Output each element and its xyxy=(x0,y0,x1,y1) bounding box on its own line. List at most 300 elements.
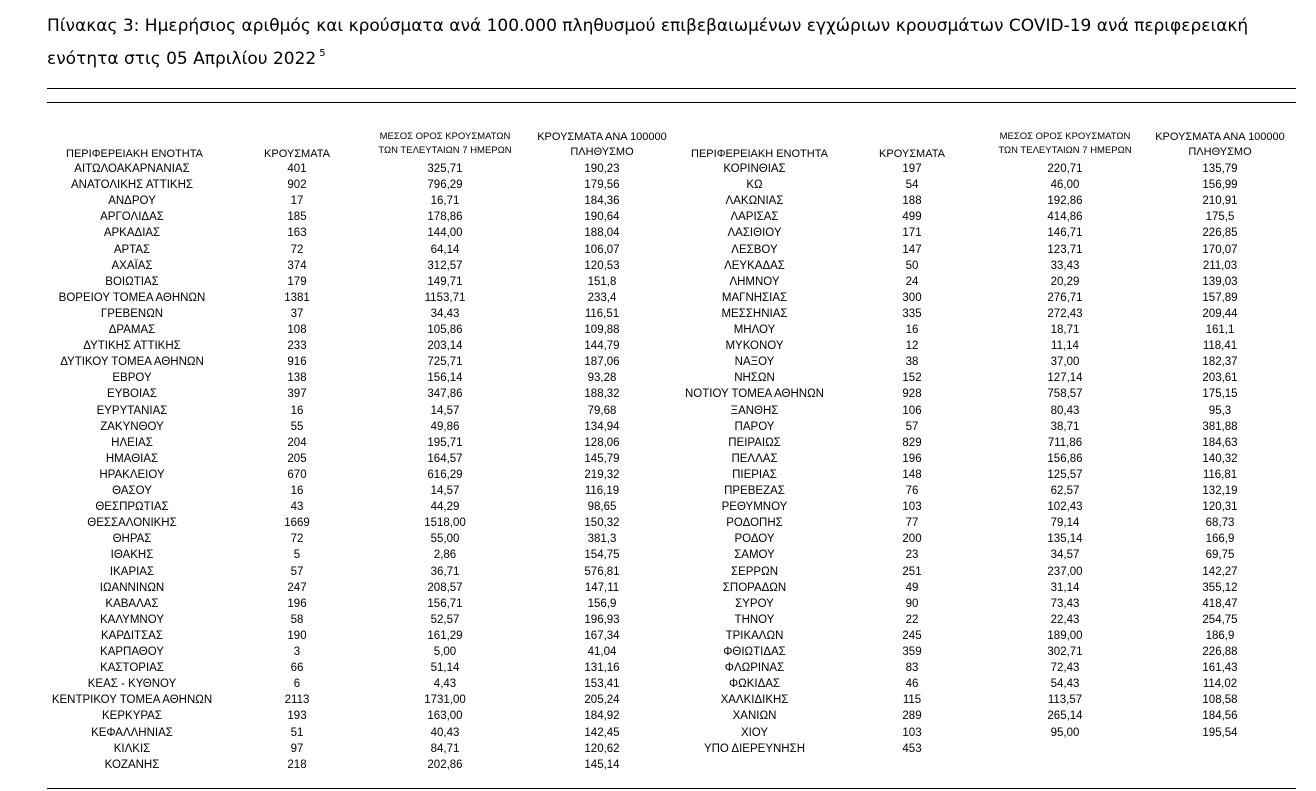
cell-per100k: 190,23 xyxy=(584,163,620,175)
cell-cases: 185 xyxy=(287,211,307,224)
cell-avg: 1153,71 xyxy=(424,291,466,304)
cell-cases: 58 xyxy=(290,613,304,626)
cell-per100k: 108,58 xyxy=(1202,694,1238,707)
cell-avg: 189,00 xyxy=(1047,629,1083,642)
cell-cases: 2113 xyxy=(284,694,310,707)
header-per100k-line1: ΚΡΟΥΣΜΑΤΑ ΑΝΑ 100000 xyxy=(1155,131,1285,143)
table-row xyxy=(47,708,667,724)
table-row xyxy=(47,209,667,225)
cell-region: ΘΕΣΣΑΛΟΝΙΚΗΣ xyxy=(87,517,177,530)
cell-per100k: 153,41 xyxy=(584,678,620,691)
cell-per100k: 184,63 xyxy=(1202,436,1238,449)
cell-cases: 193 xyxy=(287,710,307,723)
cell-region: ΒΟΙΩΤΙΑΣ xyxy=(105,275,159,288)
cell-cases: 204 xyxy=(287,436,307,449)
cell-region: ΘΕΣΠΡΩΤΙΑΣ xyxy=(95,501,169,514)
cell-cases: 335 xyxy=(902,307,922,320)
cell-per100k: 144,79 xyxy=(584,340,620,353)
cell-per100k: 95,3 xyxy=(1208,404,1232,417)
table-row xyxy=(677,628,1296,644)
cell-avg: 208,57 xyxy=(427,581,463,594)
table-row xyxy=(677,386,1296,402)
cell-region: ΔΡΑΜΑΣ xyxy=(108,324,156,336)
cell-region: ΗΜΑΘΙΑΣ xyxy=(105,452,159,465)
title-text: Πίνακας 3: Ημερήσιος αριθμός και κρούσματα ανά 100.000 πληθυσμού επιβεβαιωμένων εγχώριων κρουσμάτων COVID-19 ανά περιφερειακή ενότητα στις 05 Απριλίου 2022 xyxy=(47,16,1249,69)
cell-per100k: 170,07 xyxy=(1202,243,1238,256)
table-row xyxy=(47,547,667,563)
cell-avg: 38,71 xyxy=(1050,420,1080,433)
cell-per100k: 186,9 xyxy=(1205,629,1235,642)
cell-region: ΚΑΣΤΟΡΙΑΣ xyxy=(100,662,164,675)
cell-region: ΣΠΟΡΑΔΩΝ xyxy=(722,581,787,594)
table-row xyxy=(47,644,667,660)
table-row xyxy=(677,499,1296,515)
table-row xyxy=(47,741,667,757)
cell-cases: 23 xyxy=(905,549,919,562)
cell-cases: 928 xyxy=(902,388,922,401)
cell-cases: 245 xyxy=(902,629,922,642)
table-row xyxy=(47,161,667,177)
cell-region: ΜΥΚΟΝΟΥ xyxy=(725,340,784,353)
cell-per100k: 116,51 xyxy=(584,307,620,320)
cell-per100k: 154,75 xyxy=(584,549,620,562)
cell-avg: 113,57 xyxy=(1047,694,1083,707)
table-row xyxy=(677,306,1296,322)
cell-avg: 220,71 xyxy=(1047,163,1083,175)
cell-per100k: 114,02 xyxy=(1202,678,1238,691)
cell-region: ΒΟΡΕΙΟΥ ΤΟΜΕΑ ΑΘΗΝΩΝ xyxy=(58,291,206,304)
cell-cases: 90 xyxy=(905,597,919,610)
cell-region: ΚΑΡΔΙΤΣΑΣ xyxy=(101,629,163,642)
cell-region: ΠΕΛΛΑΣ xyxy=(731,452,778,465)
table-row xyxy=(47,628,667,644)
cell-region: ΘΗΡΑΣ xyxy=(112,533,152,546)
cell-region: ΦΩΚΙΔΑΣ xyxy=(728,678,781,691)
cell-region: ΗΛΕΙΑΣ xyxy=(111,436,153,449)
cell-avg: 4,43 xyxy=(433,678,457,691)
cell-per100k: 142,27 xyxy=(1202,565,1238,578)
cell-region: ΚΕΦΑΛΛΗΝΙΑΣ xyxy=(91,726,173,739)
cell-per100k: 161,1 xyxy=(1205,324,1235,336)
cell-per100k: 205,24 xyxy=(584,694,620,707)
cell-per100k: 140,32 xyxy=(1202,452,1238,465)
bottom-rule xyxy=(47,788,1296,789)
table-row xyxy=(677,209,1296,225)
cell-cases: 49 xyxy=(905,581,919,594)
cell-region: ΧΑΝΙΩΝ xyxy=(732,710,777,723)
table-row xyxy=(677,741,1296,757)
header-region: ΠΕΡΙΦΕΡΕΙΑΚΗ ΕΝΟΤΗΤΑ xyxy=(691,148,828,160)
header-avg-line1: ΜΕΣΟΣ ΟΡΟΣ ΚΡΟΥΣΜΑΤΩΝ xyxy=(999,131,1131,142)
cell-cases: 179 xyxy=(287,275,307,288)
table-row xyxy=(677,547,1296,563)
cell-cases: 916 xyxy=(287,356,307,369)
table-row xyxy=(677,193,1296,209)
table-row xyxy=(47,451,667,467)
table-row xyxy=(47,612,667,628)
cell-region: ΕΒΡΟΥ xyxy=(112,372,152,385)
cell-avg: 33,43 xyxy=(1050,259,1080,272)
cell-region: ΞΑΝΘΗΣ xyxy=(730,404,779,417)
cell-per100k: 41,04 xyxy=(587,646,617,658)
header-per100k-line2: ΠΛΗΘΥΣΜΟ xyxy=(570,146,634,158)
cell-per100k: 145,14 xyxy=(584,758,620,771)
cell-region: ΔΥΤΙΚΟΥ ΤΟΜΕΑ ΑΘΗΝΩΝ xyxy=(60,356,204,369)
table-row xyxy=(677,354,1296,370)
cell-avg: 272,43 xyxy=(1047,307,1083,320)
cell-cases: 163 xyxy=(287,227,307,240)
cell-cases: 97 xyxy=(290,742,304,755)
cell-cases: 218 xyxy=(287,758,307,771)
cell-avg: 135,14 xyxy=(1047,533,1083,546)
cell-cases: 251 xyxy=(902,565,922,578)
cell-region: ΛΑΣΙΘΙΟΥ xyxy=(727,227,782,240)
cell-per100k: 182,37 xyxy=(1202,356,1238,369)
cell-avg: 725,71 xyxy=(427,356,463,369)
cell-cases: 16 xyxy=(290,404,304,417)
cell-region: ΡΟΔΟΠΗΣ xyxy=(726,517,783,530)
cell-cases: 3 xyxy=(293,646,301,658)
cell-avg: 16,71 xyxy=(430,195,460,208)
table-row xyxy=(677,419,1296,435)
cell-region: ΝΟΤΙΟΥ ΤΟΜΕΑ ΑΘΗΝΩΝ xyxy=(685,388,824,401)
cell-avg: 34,57 xyxy=(1050,549,1080,562)
cell-avg: 178,86 xyxy=(427,211,463,224)
table-row xyxy=(47,499,667,515)
cell-region: ΦΘΙΩΤΙΔΑΣ xyxy=(723,646,786,658)
cell-per100k: 128,06 xyxy=(584,436,620,449)
header-avg-line2: ΤΩΝ ΤΕΛΕΥΤΑΙΩΝ 7 ΗΜΕΡΩΝ xyxy=(378,145,512,156)
cell-cases: 72 xyxy=(290,243,304,256)
cell-avg: 203,14 xyxy=(427,340,463,353)
cell-cases: 17 xyxy=(290,195,304,208)
cell-region: ΑΡΓΟΛΙΔΑΣ xyxy=(100,211,164,224)
cell-per100k: 147,11 xyxy=(584,581,620,594)
cell-per100k: 118,41 xyxy=(1202,340,1238,353)
table-row xyxy=(677,370,1296,386)
table-row xyxy=(677,225,1296,241)
cell-region: ΛΕΣΒΟΥ xyxy=(731,243,778,256)
cell-per100k: 418,47 xyxy=(1202,597,1238,610)
cell-per100k: 226,85 xyxy=(1202,227,1238,240)
cell-region: ΠΙΕΡΙΑΣ xyxy=(732,468,777,481)
cell-per100k: 93,28 xyxy=(587,372,617,385)
cell-cases: 16 xyxy=(905,324,919,336)
cell-avg: 237,00 xyxy=(1047,565,1083,578)
cell-per100k: 187,06 xyxy=(584,356,620,369)
table-row xyxy=(47,676,667,692)
table-row xyxy=(677,274,1296,290)
table-row xyxy=(677,161,1296,177)
header-per100k xyxy=(1140,130,1300,160)
cell-region: ΛΑΚΩΝΙΑΣ xyxy=(725,195,784,208)
cell-avg: 46,00 xyxy=(1050,179,1080,192)
cell-per100k: 233,4 xyxy=(587,291,617,304)
table-row xyxy=(47,274,667,290)
cell-per100k: 166,9 xyxy=(1205,533,1235,546)
cell-cases: 670 xyxy=(287,468,307,481)
cell-per100k: 151,8 xyxy=(587,275,617,288)
cell-avg: 161,29 xyxy=(427,629,463,642)
cell-avg: 125,57 xyxy=(1047,468,1083,481)
table-row xyxy=(47,725,667,741)
cell-region: ΤΡΙΚΑΛΩΝ xyxy=(725,629,784,642)
table-row xyxy=(677,290,1296,306)
table-row xyxy=(677,612,1296,628)
table-row xyxy=(47,370,667,386)
cell-cases: 1381 xyxy=(284,291,310,304)
table-row xyxy=(677,644,1296,660)
cell-per100k: 184,56 xyxy=(1202,710,1238,723)
cell-region: ΑΙΤΩΛΟΑΚΑΡΝΑΝΙΑΣ xyxy=(74,163,190,175)
cell-cases: 300 xyxy=(902,291,922,304)
cell-avg: 84,71 xyxy=(430,742,460,755)
header-region: ΠΕΡΙΦΕΡΕΙΑΚΗ ΕΝΟΤΗΤΑ xyxy=(66,148,203,160)
cell-per100k: 211,03 xyxy=(1202,259,1238,272)
cell-avg: 146,71 xyxy=(1047,227,1083,240)
cell-cases: 138 xyxy=(287,372,307,385)
cell-cases: 1669 xyxy=(284,517,310,530)
cell-region: ΚΟΡΙΝΘΙΑΣ xyxy=(723,163,786,175)
cell-cases: 196 xyxy=(287,597,307,610)
cell-cases: 171 xyxy=(902,227,922,240)
cell-cases: 401 xyxy=(287,163,307,175)
cell-per100k: 68,73 xyxy=(1205,517,1235,530)
cell-avg: 195,71 xyxy=(427,436,463,449)
cell-avg: 156,71 xyxy=(427,597,463,610)
cell-avg: 156,14 xyxy=(427,372,463,385)
cell-cases: 57 xyxy=(290,565,304,578)
cell-region: ΓΡΕΒΕΝΩΝ xyxy=(100,307,164,320)
cell-cases: 359 xyxy=(902,646,922,658)
header-cases: ΚΡΟΥΣΜΑΤΑ xyxy=(879,148,945,160)
cell-region: ΧΑΛΚΙΔΙΚΗΣ xyxy=(720,694,789,707)
cell-cases: 24 xyxy=(905,275,919,288)
cell-cases: 374 xyxy=(287,259,307,272)
table-row xyxy=(47,515,667,531)
table-row xyxy=(47,322,667,338)
cell-per100k: 184,92 xyxy=(584,710,620,723)
cell-avg: 79,14 xyxy=(1050,517,1080,530)
cell-region: ΚΕΝΤΡΙΚΟΥ ΤΟΜΕΑ ΑΘΗΝΩΝ xyxy=(51,694,213,707)
page-title xyxy=(47,12,1297,73)
cell-per100k: 156,9 xyxy=(587,597,617,610)
table-row xyxy=(677,676,1296,692)
cell-avg: 31,14 xyxy=(1050,581,1080,594)
table-row xyxy=(47,660,667,676)
cell-cases: 205 xyxy=(287,452,307,465)
cell-per100k: 175,5 xyxy=(1205,211,1235,224)
cell-cases: 57 xyxy=(905,420,919,433)
cell-avg: 2,86 xyxy=(433,549,457,562)
table-row xyxy=(677,435,1296,451)
cell-region: ΡΟΔΟΥ xyxy=(734,533,775,546)
cell-region: ΠΑΡΟΥ xyxy=(734,420,775,433)
cell-region: ΡΕΘΥΜΝΟΥ xyxy=(721,501,788,514)
header-avg xyxy=(985,130,1145,158)
cell-region: ΚΑΒΑΛΑΣ xyxy=(105,597,159,610)
cell-region: ΥΠΟ ΔΙΕΡΕΥΝΗΣΗ xyxy=(703,742,806,755)
table-row xyxy=(47,580,667,596)
table-row xyxy=(677,660,1296,676)
table-row xyxy=(47,531,667,547)
cell-per100k: 195,54 xyxy=(1202,726,1238,739)
cell-cases: 103 xyxy=(902,726,922,739)
table-row xyxy=(47,757,667,773)
cell-avg: 49,86 xyxy=(430,420,460,433)
table-row xyxy=(47,435,667,451)
cell-region: ΚΑΡΠΑΘΟΥ xyxy=(100,646,164,658)
cell-region: ΜΗΛΟΥ xyxy=(733,324,776,336)
cell-avg: 54,43 xyxy=(1050,678,1080,691)
table-row xyxy=(47,596,667,612)
cell-per100k: 175,15 xyxy=(1202,388,1238,401)
cell-cases: 196 xyxy=(902,452,922,465)
table-row xyxy=(47,386,667,402)
cell-avg: 73,43 xyxy=(1050,597,1080,610)
cell-per100k: 161,43 xyxy=(1202,662,1238,675)
cell-region: ΦΛΩΡΙΝΑΣ xyxy=(724,662,785,675)
cell-region: ΙΘΑΚΗΣ xyxy=(110,549,154,562)
cell-avg: 347,86 xyxy=(427,388,463,401)
cell-region: ΠΡΕΒΕΖΑΣ xyxy=(724,485,785,497)
table-row xyxy=(677,564,1296,580)
cell-per100k: 98,65 xyxy=(587,501,617,514)
cell-avg: 127,14 xyxy=(1047,372,1083,385)
cell-avg: 414,86 xyxy=(1047,211,1083,224)
cell-region: ΣΥΡΟΥ xyxy=(735,597,774,610)
table-row xyxy=(47,692,667,708)
cell-cases: 197 xyxy=(902,163,922,175)
cell-avg: 164,57 xyxy=(427,452,463,465)
cell-cases: 50 xyxy=(905,259,919,272)
cell-per100k: 134,94 xyxy=(584,420,620,433)
table-row xyxy=(677,322,1296,338)
cell-cases: 22 xyxy=(905,613,919,626)
cell-region: ΠΕΙΡΑΙΩΣ xyxy=(728,436,781,449)
table-row xyxy=(47,290,667,306)
table-row xyxy=(677,467,1296,483)
cell-per100k: 142,45 xyxy=(584,726,620,739)
table-row xyxy=(677,692,1296,708)
table-row xyxy=(47,354,667,370)
cell-per100k: 210,91 xyxy=(1202,195,1238,208)
cell-per100k: 190,64 xyxy=(584,211,620,224)
cell-avg: 72,43 xyxy=(1050,662,1080,675)
cell-cases: 43 xyxy=(290,501,304,514)
table-row xyxy=(47,258,667,274)
table-row xyxy=(677,596,1296,612)
cell-cases: 147 xyxy=(902,243,922,256)
cell-per100k: 116,19 xyxy=(584,485,620,497)
cell-avg: 40,43 xyxy=(430,726,460,739)
cell-per100k: 116,81 xyxy=(1202,468,1238,481)
header-cases: ΚΡΟΥΣΜΑΤΑ xyxy=(264,148,330,160)
cell-avg: 302,71 xyxy=(1047,646,1083,658)
cell-avg: 51,14 xyxy=(430,662,460,675)
cell-cases: 829 xyxy=(902,436,922,449)
cell-cases: 37 xyxy=(290,307,304,320)
cell-region: ΘΑΣΟΥ xyxy=(112,485,152,497)
cell-region: ΔΥΤΙΚΗΣ ΑΤΤΙΚΗΣ xyxy=(83,340,181,353)
cell-cases: 148 xyxy=(902,468,922,481)
cell-per100k: 135,79 xyxy=(1202,163,1238,175)
second-rule xyxy=(47,102,1296,103)
cell-avg: 14,57 xyxy=(430,404,460,417)
cell-region: ΚΟΖΑΝΗΣ xyxy=(104,758,160,771)
cell-per100k: 139,03 xyxy=(1202,275,1238,288)
cell-per100k: 219,32 xyxy=(584,468,620,481)
top-rule xyxy=(47,88,1296,89)
header-per100k xyxy=(522,130,682,160)
cell-region: ΕΥΒΟΙΑΣ xyxy=(107,388,157,401)
table-row xyxy=(677,531,1296,547)
cell-avg: 37,00 xyxy=(1050,356,1080,369)
table-row xyxy=(677,258,1296,274)
cell-per100k: 576,81 xyxy=(584,565,620,578)
cell-per100k: 203,61 xyxy=(1202,372,1238,385)
cell-per100k: 196,93 xyxy=(584,613,620,626)
cell-avg: 1518,00 xyxy=(424,517,466,530)
cell-avg: 616,29 xyxy=(427,468,463,481)
cell-avg: 192,86 xyxy=(1047,195,1083,208)
cell-avg: 18,71 xyxy=(1050,324,1080,336)
cell-region: ΑΡΚΑΔΙΑΣ xyxy=(103,227,161,240)
cell-avg: 758,57 xyxy=(1047,388,1083,401)
cell-avg: 105,86 xyxy=(427,324,463,336)
cell-avg: 149,71 xyxy=(427,275,463,288)
cell-avg: 102,43 xyxy=(1047,501,1083,514)
cell-cases: 103 xyxy=(902,501,922,514)
cell-per100k: 156,99 xyxy=(1202,179,1238,192)
header-avg xyxy=(365,130,525,158)
cell-cases: 152 xyxy=(902,372,922,385)
table-row xyxy=(47,564,667,580)
cell-cases: 902 xyxy=(287,179,307,192)
cell-region: ΖΑΚΥΝΘΟΥ xyxy=(100,420,164,433)
cell-cases: 16 xyxy=(290,485,304,497)
table-row xyxy=(47,193,667,209)
cell-region: ΑΡΤΑΣ xyxy=(113,243,151,256)
cell-per100k: 145,79 xyxy=(584,452,620,465)
table-row xyxy=(677,403,1296,419)
cell-cases: 6 xyxy=(293,678,301,691)
cell-per100k: 106,07 xyxy=(584,243,620,256)
header-per100k-line1: ΚΡΟΥΣΜΑΤΑ ΑΝΑ 100000 xyxy=(537,131,667,143)
cell-per100k: 355,12 xyxy=(1202,581,1238,594)
cell-region: ΝΑΞΟΥ xyxy=(734,356,775,369)
cell-region: ΑΧΑΪΑΣ xyxy=(111,259,153,272)
cell-cases: 83 xyxy=(905,662,919,675)
cell-cases: 46 xyxy=(905,678,919,691)
cell-region: ΛΗΜΝΟΥ xyxy=(729,275,780,288)
table-row xyxy=(47,403,667,419)
cell-per100k: 79,68 xyxy=(587,404,617,417)
header-avg-line1: ΜΕΣΟΣ ΟΡΟΣ ΚΡΟΥΣΜΑΤΩΝ xyxy=(379,131,511,142)
cell-per100k: 381,88 xyxy=(1202,420,1238,433)
header-avg-line2: ΤΩΝ ΤΕΛΕΥΤΑΙΩΝ 7 ΗΜΕΡΩΝ xyxy=(998,145,1132,156)
cell-cases: 54 xyxy=(905,179,919,192)
cell-cases: 289 xyxy=(902,710,922,723)
cell-avg: 64,14 xyxy=(430,243,460,256)
cell-avg: 711,86 xyxy=(1047,436,1083,449)
cell-region: ΗΡΑΚΛΕΙΟΥ xyxy=(99,468,165,481)
cell-avg: 55,00 xyxy=(430,533,460,546)
cell-region: ΣΕΡΡΩΝ xyxy=(730,565,779,578)
cell-avg: 163,00 xyxy=(427,710,463,723)
cell-avg: 11,14 xyxy=(1051,340,1079,353)
cell-cases: 453 xyxy=(902,742,922,755)
